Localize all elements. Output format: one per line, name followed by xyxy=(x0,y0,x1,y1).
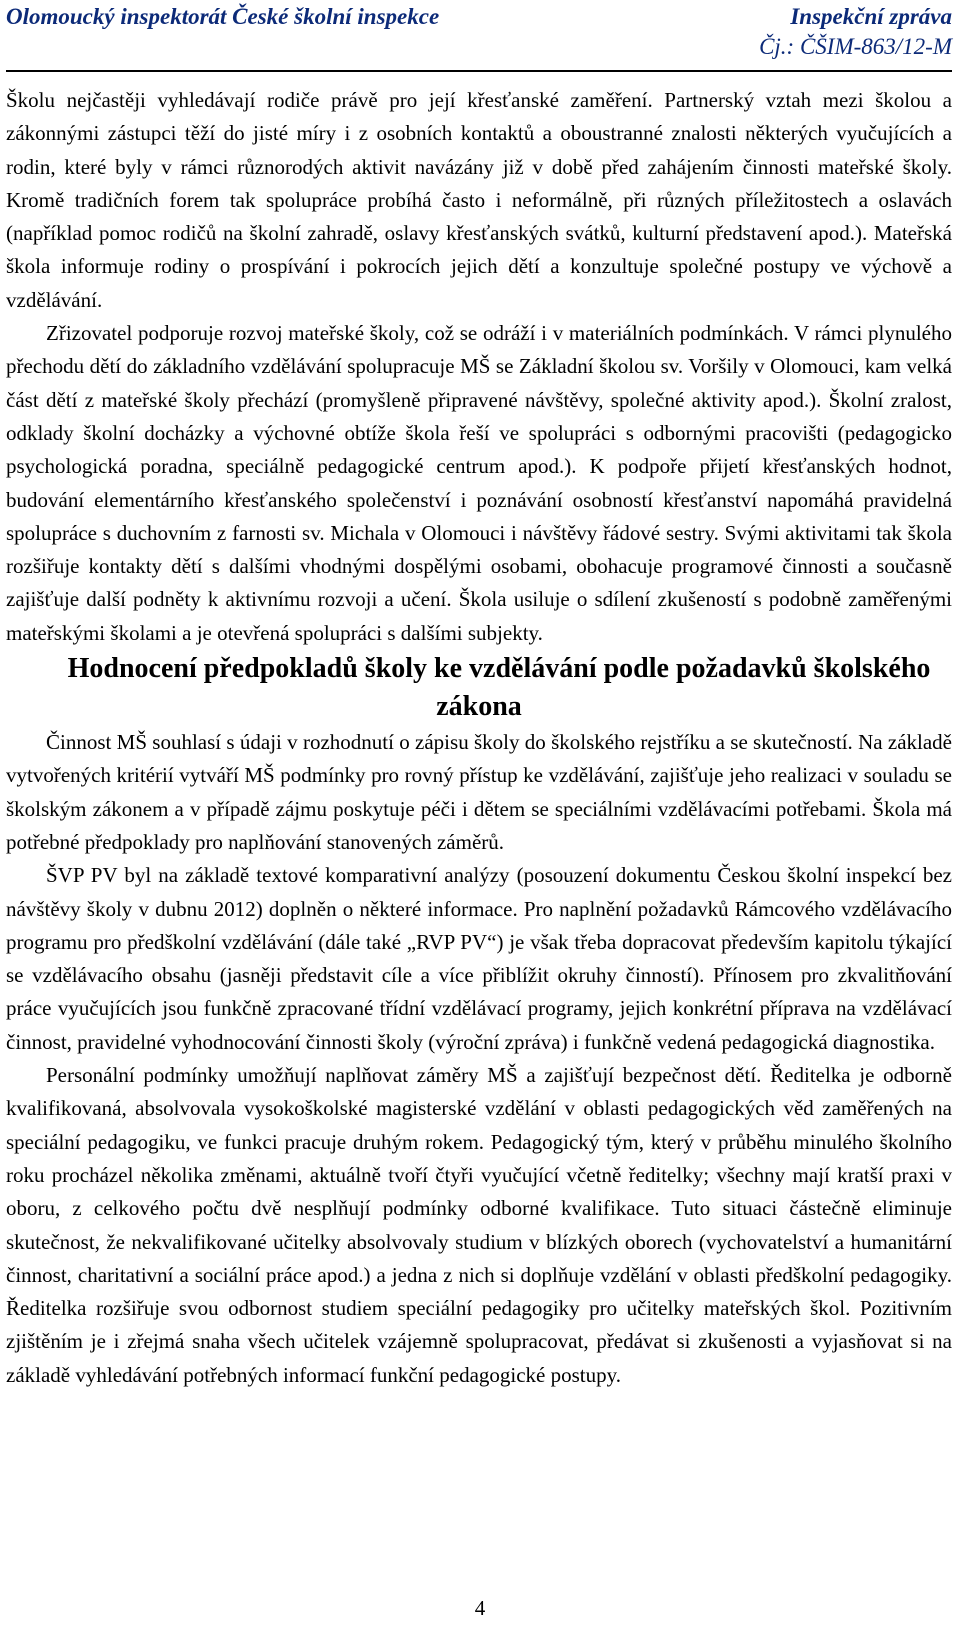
paragraph: ŠVP PV byl na základě textové komparativní analýzy (posouzení dokumentu Českou školní inspekcí bez návštěvy školy v dubnu 2012) doplněn o některé informace. Pro naplnění požadavků Rámcového vzdělávacího programu pro předškolní vzdělávání (dále také „RVP PV“) je však třeba dopracovat především kapitolu týkající se vzdělávacího obsahu (jasněji představit cíle a více přiblížit okruhy činností). Přínosem pro zkvalitňování práce vyučujících jsou funkčně zpracované třídní vzdělávací programy, jejich konkrétní příprava na vzdělávací činnost, pravidelné vyhodnocování činnosti školy (výroční zpráva) i funkčně vedená pedagogická diagnostika. xyxy=(6,863,952,1054)
paragraph: Školu nejčastěji vyhledávají rodiče právě pro její křesťanské zaměření. Partnerský vztah mezi školou a zákonnými zástupci těží do jisté míry i z osobních kontaktů a oboustranné znalosti některých vyučujících a rodin, které byly v rámci různorodých aktivit navázány již v době před zahájením činnosti mateřské školy. Kromě tradičních forem tak spolupráce probíhá často i neformálně, při různých příležitostech a oslavách (například pomoc rodičů na školní zahradě, oslavy křesťanských svátků, kulturní představení apod.). Mateřská škola informuje rodiny o prospívání i pokrocích jejich dětí a konzultuje společné postupy ve výchově a vzdělávání. xyxy=(6,88,952,312)
paragraph: Personální podmínky umožňují naplňovat záměry MŠ a zajišťují bezpečnost dětí. Ředitelka je odborně kvalifikovaná, absolvovala vysokoškolské magisterské vzdělání v oblasti pedagogických věd zaměřených na speciální pedagogiku, ve funkci pracuje druhým rokem. Pedagogický tým, který v průběhu minulého školního roku procházel několika změnami, aktuálně tvoří čtyři vyučující včetně ředitelky; všechny mají kratší praxi v oboru, z celkového počtu dvě nesplňují podmínky odborné kvalifikace. Tuto situaci částečně eliminuje skutečnost, že nekvalifikované učitelky absolvovaly studium v blízkých oborech (vychovatelství a humanitární činnost, charitativní a sociální práce apod.) a jedna z nich si doplňuje vzdělání v oblasti předškolní pedagogiky. Ředitelka rozšiřuje svou odbornost studiem speciální pedagogiky pro učitelky mateřských škol. Pozitivním zjištěním je i zřejmá snaha všech učitelek vzájemně spolupracovat, předávat si zkušenosti a vyjasňovat si na základě vyhledávání potřebných informací funkční pedagogické postupy. xyxy=(6,1063,952,1387)
paragraph: Činnost MŠ souhlasí s údaji v rozhodnutí o zápisu školy do školského rejstříku a se skutečností. Na základě vytvořených kritérií vytváří MŠ podmínky pro rovný přístup ke vzdělávání, zajišťuje jeho realizaci v souladu se školským zákonem a v případě zájmu poskytuje péči i dětem se speciálními vzdělávacími potřebami. Škola má potřebné předpoklady pro naplňování stanovených záměrů. xyxy=(6,730,952,854)
page-header xyxy=(6,4,952,72)
document-body xyxy=(6,84,952,1392)
paragraph: Zřizovatel podporuje rozvoj mateřské školy, což se odráží i v materiálních podmínkách. V rámci plynulého přechodu dětí do základního vzdělávání spolupracuje MŠ se Základní školou sv. Voršily v Olomouci, kam velká část dětí z mateřské školy přechází (promyšleně připravené návštěvy, společné aktivity apod.). Školní zralost, odklady školní docházky a výchovné obtíže škola řeší ve spolupráci s odbornými pracovišti (pedagogicko psychologická poradna, speciálně pedagogické centrum apod.). K podpoře přijetí křesťanských hodnot, budování elementárního křesťanského společenství i poznávání osobností křesťanství napomáhá pravidelná spolupráce s duchovním z farnosti sv. Michala v Olomouci i návštěvy řádové sestry. Svými aktivitami tak škola rozšiřuje kontakty dětí s dalšími vhodnými dospělými osobami, obohacuje programové činnosti a současně zajišťuje další podněty k aktivnímu rozvoji a učení. Škola usiluje o sdílení zkušeností s podobně zaměřenými mateřskými školami a je otevřená spolupráci s dalšími subjekty. xyxy=(6,321,952,645)
report-label xyxy=(759,4,952,60)
page-number: 4 xyxy=(474,1596,486,1620)
reference-number: Čj.: ČŠIM-863/12-M xyxy=(759,34,952,59)
report-title: Inspekční zpráva xyxy=(790,4,952,29)
section-heading: Hodnocení předpokladů školy ke vzdělávání podle požadavků školského zákona xyxy=(67,653,931,723)
inspectorate-name: Olomoucký inspektorát České školní inspekce xyxy=(6,4,440,29)
